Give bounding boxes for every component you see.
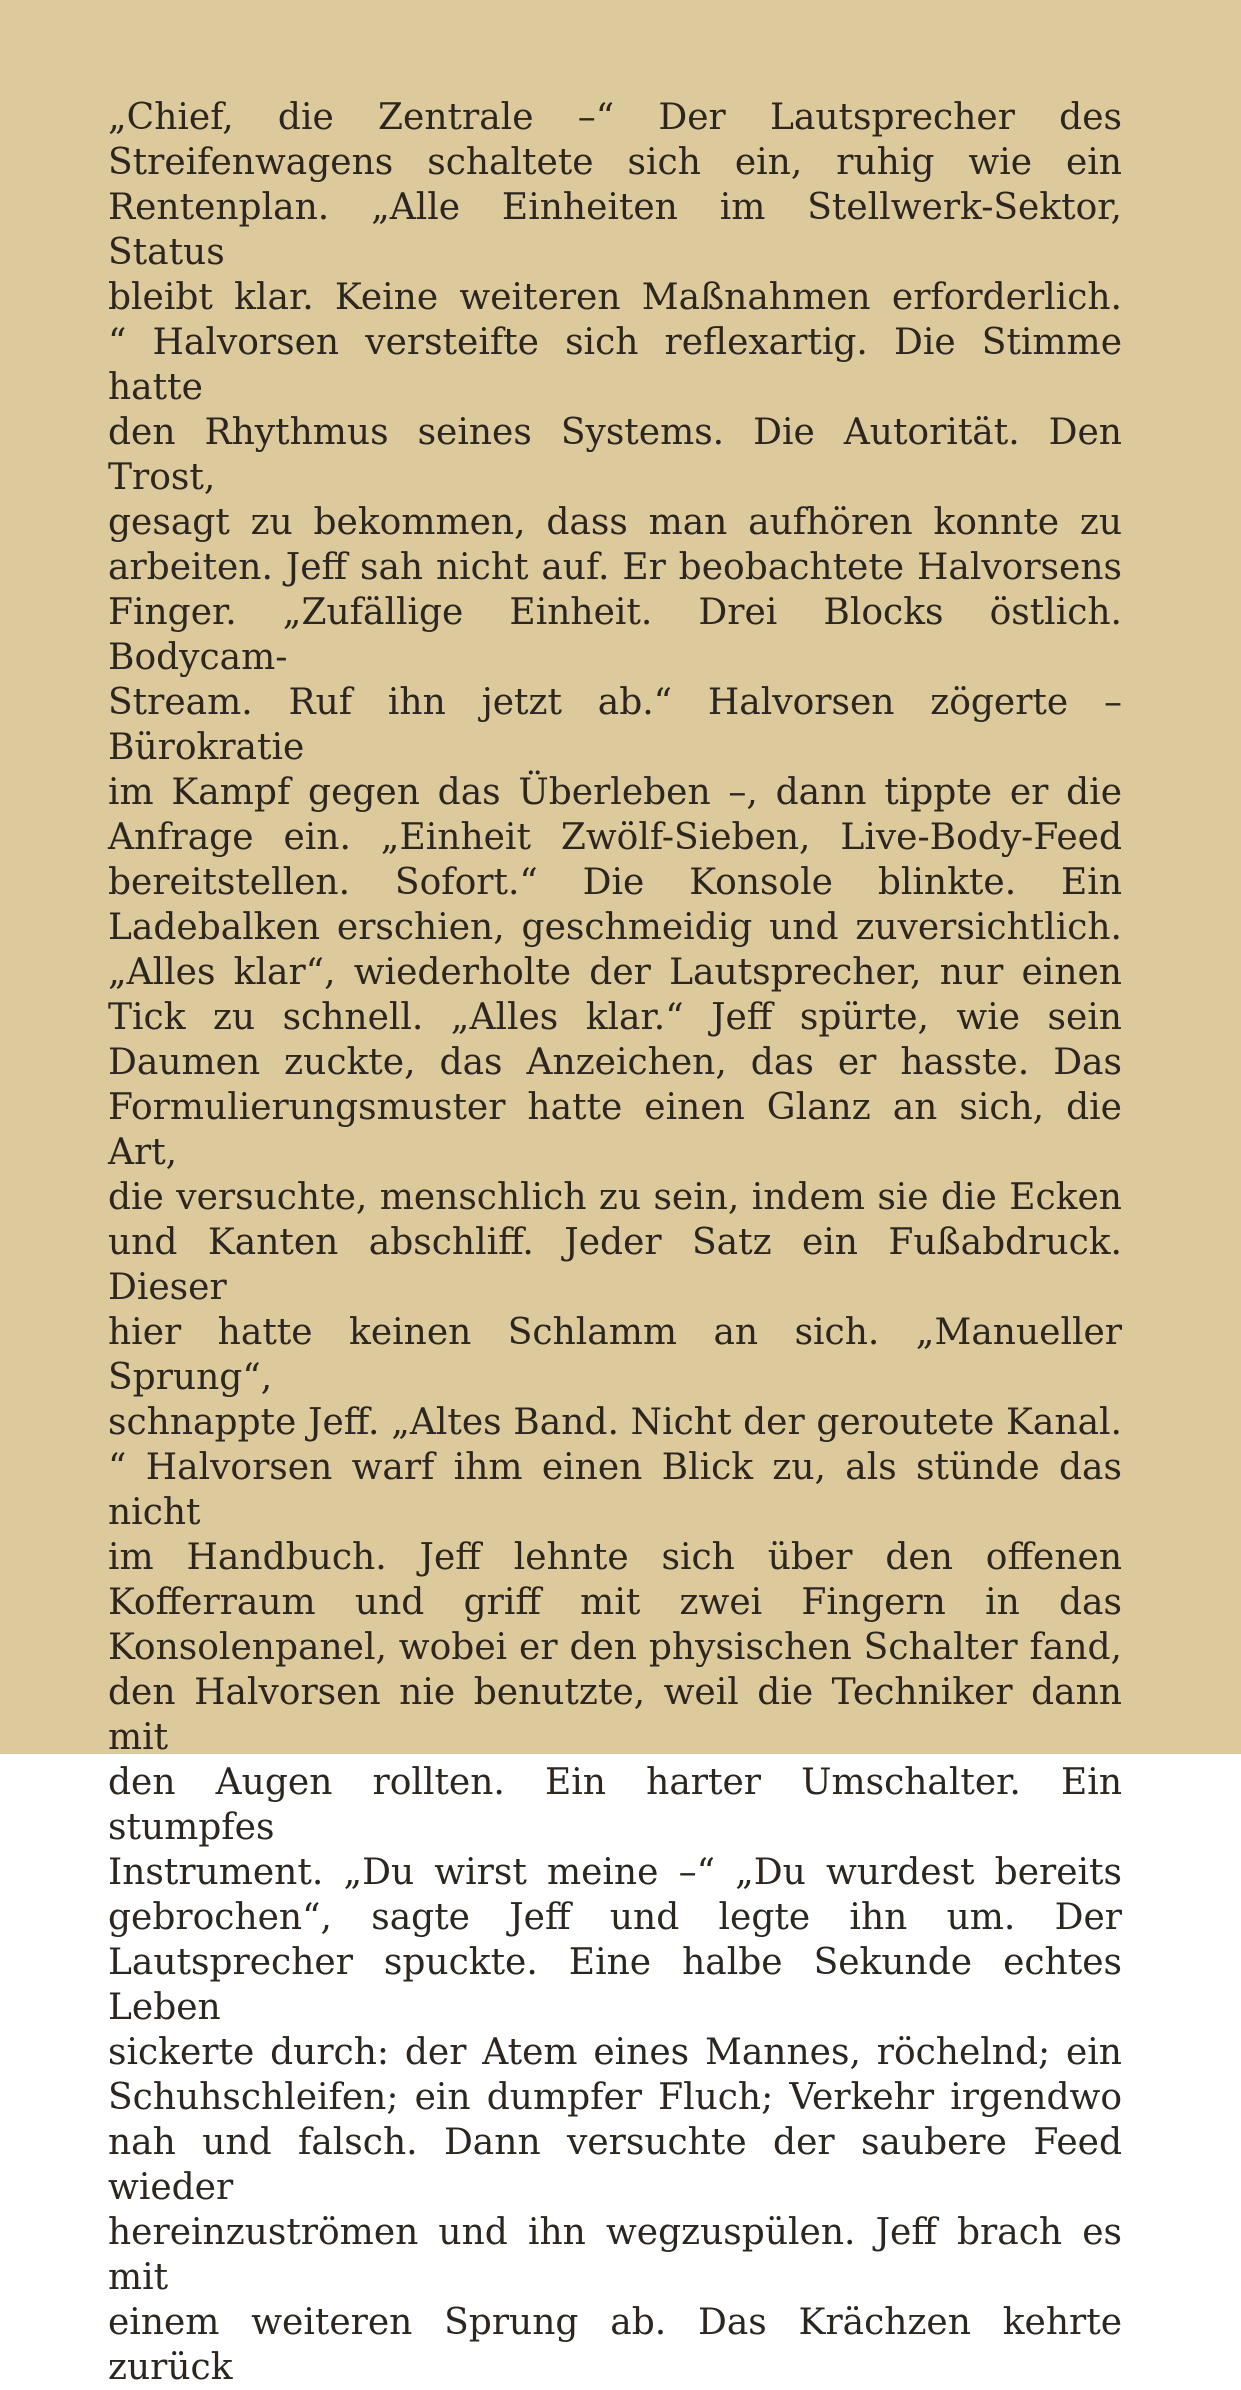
text-line-17: Daumen zuckte, das Anzeichen, das er hasste. Das — [108, 1042, 1122, 1083]
text-line-26: Konsolenpanel, wobei er den physischen Schalter fand, — [108, 1627, 1122, 1668]
text-line-14: Ladebalken erschien, geschmeidig und zuversichtlich. — [108, 907, 1122, 948]
text-line-33: Schuhschleifen; ein dumpfer Fluch; Verkehr irgendwo — [108, 2077, 1122, 2118]
text-line-23: “ Halvorsen warf ihm einen Blick zu, als stünde das nicht — [108, 1447, 1122, 1533]
text-line-30: gebrochen“, sagte Jeff und legte ihn um. Der — [108, 1897, 1122, 1938]
text-line-4: bleibt klar. Keine weiteren Maßnahmen erforderlich. — [108, 277, 1122, 318]
text-line-11: im Kampf gegen das Überleben –, dann tippte er die — [108, 772, 1122, 813]
text-line-7: gesagt zu bekommen, dass man aufhören konnte zu — [108, 502, 1122, 543]
text-line-1: „Chief, die Zentrale –“ Der Lautsprecher des — [108, 97, 1122, 138]
text-line-36: einem weiteren Sprung ab. Das Krächzen kehrte zurück — [108, 2302, 1122, 2388]
text-line-6: den Rhythmus seines Systems. Die Autorität. Den Trost, — [108, 412, 1122, 498]
text-line-27: den Halvorsen nie benutzte, weil die Techniker dann mit — [108, 1672, 1122, 1758]
text-line-16: Tick zu schnell. „Alles klar.“ Jeff spürte, wie sein — [108, 997, 1122, 1038]
text-line-12: Anfrage ein. „Einheit Zwölf-Sieben, Live-Body-Feed — [108, 817, 1122, 858]
text-line-9: Finger. „Zufällige Einheit. Drei Blocks östlich. Bodycam- — [108, 592, 1122, 678]
text-line-19: die versuchte, menschlich zu sein, indem sie die Ecken — [108, 1177, 1122, 1218]
paragraph — [108, 95, 1122, 2390]
text-line-20: und Kanten abschliff. Jeder Satz ein Fußabdruck. Dieser — [108, 1222, 1122, 1308]
text-line-24: im Handbuch. Jeff lehnte sich über den offenen — [108, 1537, 1122, 1578]
text-line-35: hereinzuströmen und ihn wegzuspülen. Jeff brach es mit — [108, 2212, 1122, 2298]
text-line-8: arbeiten. Jeff sah nicht auf. Er beobachtete Halvorsens — [108, 547, 1122, 588]
text-line-10: Stream. Ruf ihn jetzt ab.“ Halvorsen zögerte – Bürokratie — [108, 682, 1122, 768]
text-line-21: hier hatte keinen Schlamm an sich. „Manueller Sprung“, — [108, 1312, 1122, 1398]
text-line-15: „Alles klar“, wiederholte der Lautsprecher, nur einen — [108, 952, 1122, 993]
text-line-13: bereitstellen. Sofort.“ Die Konsole blinkte. Ein — [108, 862, 1122, 903]
text-line-31: Lautsprecher spuckte. Eine halbe Sekunde echtes Leben — [108, 1942, 1122, 2028]
text-line-2: Streifenwagens schaltete sich ein, ruhig wie ein — [108, 142, 1122, 183]
text-line-5: “ Halvorsen versteifte sich reflexartig. Die Stimme hatte — [108, 322, 1122, 408]
text-line-29: Instrument. „Du wirst meine –“ „Du wurdest bereits — [108, 1852, 1122, 1893]
text-line-32: sickerte durch: der Atem eines Mannes, röchelnd; ein — [108, 2032, 1122, 2073]
text-line-22: schnappte Jeff. „Altes Band. Nicht der geroutete Kanal. — [108, 1402, 1122, 1443]
text-line-28: den Augen rollten. Ein harter Umschalter. Ein stumpfes — [108, 1762, 1122, 1848]
text-line-34: nah und falsch. Dann versuchte der saubere Feed wieder — [108, 2122, 1122, 2208]
text-line-25: Kofferraum und griff mit zwei Fingern in das — [108, 1582, 1122, 1623]
text-line-18: Formulierungsmuster hatte einen Glanz an sich, die Art, — [108, 1087, 1122, 1173]
text-line-3: Rentenplan. „Alle Einheiten im Stellwerk-Sektor, Status — [108, 187, 1122, 273]
